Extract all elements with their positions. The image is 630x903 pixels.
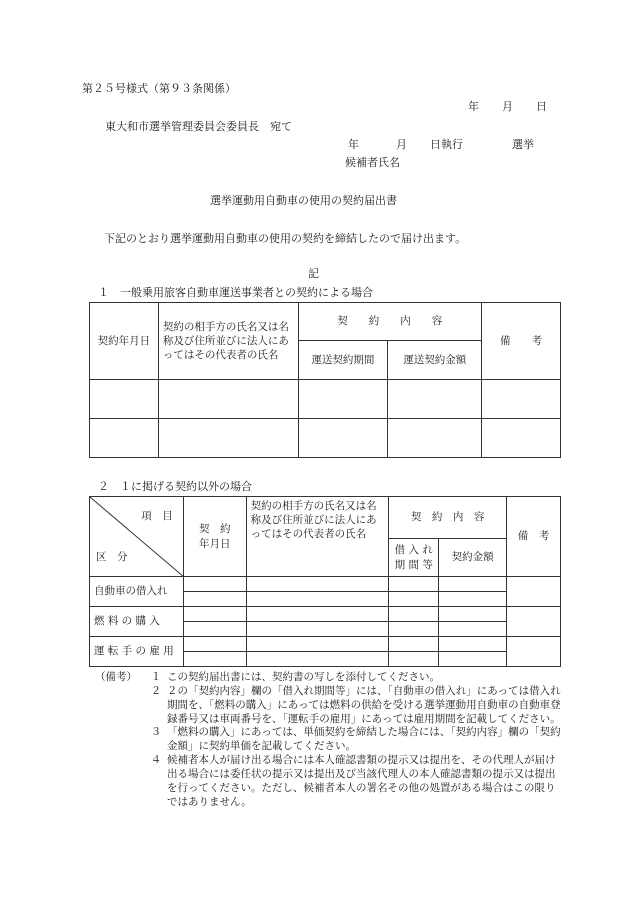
category-label: 区 分 bbox=[96, 550, 128, 563]
row-label-fuel-purchase: 燃 料 の 購 入 bbox=[90, 607, 184, 637]
notes-section bbox=[95, 671, 565, 810]
row-label-vehicle-rental: 自動車の借入れ bbox=[90, 577, 184, 607]
table-cell[interactable] bbox=[439, 592, 507, 607]
table-cell[interactable] bbox=[482, 419, 561, 458]
table-cell[interactable] bbox=[389, 607, 439, 622]
table-cell[interactable] bbox=[298, 380, 388, 419]
note-text: 候補者本人が届け出る場合には本人確認書類の提示又は提出を、その代理人が届け出る場合には委任状の提示又は提出及び当該代理人の本人確認書類の提示又は提出を行ってください。ただし、候補者本人の署名その他の処置がある場合はこの限りではありません。 bbox=[167, 754, 556, 808]
table-cell[interactable] bbox=[507, 577, 561, 607]
table-cell[interactable] bbox=[158, 419, 298, 458]
table-cell[interactable] bbox=[246, 577, 389, 592]
table-cell[interactable] bbox=[439, 622, 507, 637]
table-cell[interactable] bbox=[298, 419, 388, 458]
table-row bbox=[90, 607, 561, 622]
item-label: 項 目 bbox=[141, 510, 173, 522]
table-cell[interactable] bbox=[246, 622, 389, 637]
execution-month-label: 月 bbox=[396, 138, 407, 151]
table-cell[interactable] bbox=[482, 380, 561, 419]
section1-heading: １ 一般乗用旅客自動車運送事業者との契約による場合 bbox=[98, 286, 373, 299]
candidate-name-label: 候補者氏名 bbox=[345, 156, 400, 169]
intro-text: 下記のとおり選挙運動用自動車の使用の契約を締結したので届け出ます。 bbox=[104, 232, 467, 245]
table-cell[interactable] bbox=[389, 652, 439, 667]
note-number: ２ bbox=[150, 684, 162, 697]
table-cell[interactable] bbox=[183, 592, 246, 607]
ki-label: 記 bbox=[308, 267, 319, 280]
contract-date-header: 契 約 年月日 bbox=[183, 497, 246, 577]
note-text: この契約届出書には、契約書の写しを添付してください。 bbox=[167, 671, 440, 683]
remarks-header: 備 考 bbox=[482, 303, 561, 380]
addressee: 東大和市選挙管理委員会委員長 宛て bbox=[105, 120, 292, 133]
note-item bbox=[95, 726, 565, 754]
note-number: ３ bbox=[150, 726, 162, 739]
contract-date-header: 契約年月日 bbox=[90, 303, 159, 380]
table-cell[interactable] bbox=[90, 419, 159, 458]
row-label-driver-employment: 運 転 手 の 雇 用 bbox=[90, 637, 184, 667]
table-cell[interactable] bbox=[246, 637, 389, 652]
section1-table bbox=[89, 302, 561, 458]
table-cell[interactable] bbox=[183, 622, 246, 637]
table-cell[interactable] bbox=[183, 652, 246, 667]
table-cell[interactable] bbox=[507, 637, 561, 667]
table-cell[interactable] bbox=[389, 577, 439, 592]
note-item bbox=[95, 754, 565, 809]
note-number: ４ bbox=[150, 754, 162, 767]
notes-label: （備考） bbox=[95, 671, 137, 683]
table-cell[interactable] bbox=[388, 419, 482, 458]
execution-year-label: 年 bbox=[348, 138, 359, 151]
table-cell[interactable] bbox=[389, 592, 439, 607]
table-row bbox=[90, 419, 561, 458]
note-item bbox=[95, 671, 565, 685]
document-title: 選挙運動用自動車の使用の契約届出書 bbox=[210, 194, 397, 207]
contract-content-header: 契 約 内 容 bbox=[298, 303, 482, 341]
table-cell[interactable] bbox=[158, 380, 298, 419]
table-row bbox=[90, 577, 561, 592]
table-cell[interactable] bbox=[439, 637, 507, 652]
contract-content-header: 契 約 内 容 bbox=[389, 497, 507, 539]
table-cell[interactable] bbox=[439, 577, 507, 592]
execution-day-label: 日執行 bbox=[430, 138, 463, 151]
note-text: ２の「契約内容」欄の「借入れ期間等」には、「自動車の借入れ」にあっては借入れ期間を、「燃料の購入」にあっては燃料の供給を受ける選挙運動用自動車の自動車登録番号又は車両番号を、「運転手の雇用」にあっては雇用期間を記載してください。 bbox=[167, 684, 561, 725]
remarks-header: 備 考 bbox=[507, 497, 561, 577]
item-category-header bbox=[90, 497, 184, 577]
date-year-label: 年 bbox=[468, 100, 479, 113]
election-label: 選挙 bbox=[512, 138, 534, 151]
note-item bbox=[95, 685, 565, 727]
table-cell[interactable] bbox=[246, 652, 389, 667]
table-cell[interactable] bbox=[183, 577, 246, 592]
counterparty-header: 契約の相手方の氏名又は名称及び住所並びに法人にあってはその代表者の氏名 bbox=[246, 497, 389, 577]
form-number: 第２５号様式（第９３条関係） bbox=[82, 82, 236, 95]
table-cell[interactable] bbox=[388, 380, 482, 419]
table-cell[interactable] bbox=[183, 607, 246, 622]
date-day-label: 日 bbox=[536, 100, 547, 113]
transport-period-header: 運送契約期間 bbox=[298, 341, 388, 380]
table-cell[interactable] bbox=[246, 592, 389, 607]
table-row bbox=[90, 380, 561, 419]
section2-heading: ２ １に掲げる契約以外の場合 bbox=[98, 480, 252, 493]
table-cell[interactable] bbox=[439, 607, 507, 622]
section2-table bbox=[89, 496, 561, 667]
table-row bbox=[90, 637, 561, 652]
table-cell[interactable] bbox=[389, 637, 439, 652]
note-text: 「燃料の購入」にあっては、単価契約を締結した場合には、「契約内容」欄の「契約金額」に契約単価を記載してください。 bbox=[167, 726, 561, 753]
date-month-label: 月 bbox=[502, 100, 513, 113]
table-cell[interactable] bbox=[389, 622, 439, 637]
table-cell[interactable] bbox=[507, 607, 561, 637]
table-cell[interactable] bbox=[439, 652, 507, 667]
table-cell[interactable] bbox=[246, 607, 389, 622]
counterparty-header: 契約の相手方の氏名又は名称及び住所並びに法人にあってはその代表者の氏名 bbox=[158, 303, 298, 380]
transport-amount-header: 運送契約金額 bbox=[388, 341, 482, 380]
table-cell[interactable] bbox=[183, 637, 246, 652]
rental-period-header: 借 入 れ 期 間 等 bbox=[389, 539, 439, 577]
contract-amount-header: 契約金額 bbox=[439, 539, 507, 577]
note-number: １ bbox=[150, 671, 162, 683]
table-cell[interactable] bbox=[90, 380, 159, 419]
